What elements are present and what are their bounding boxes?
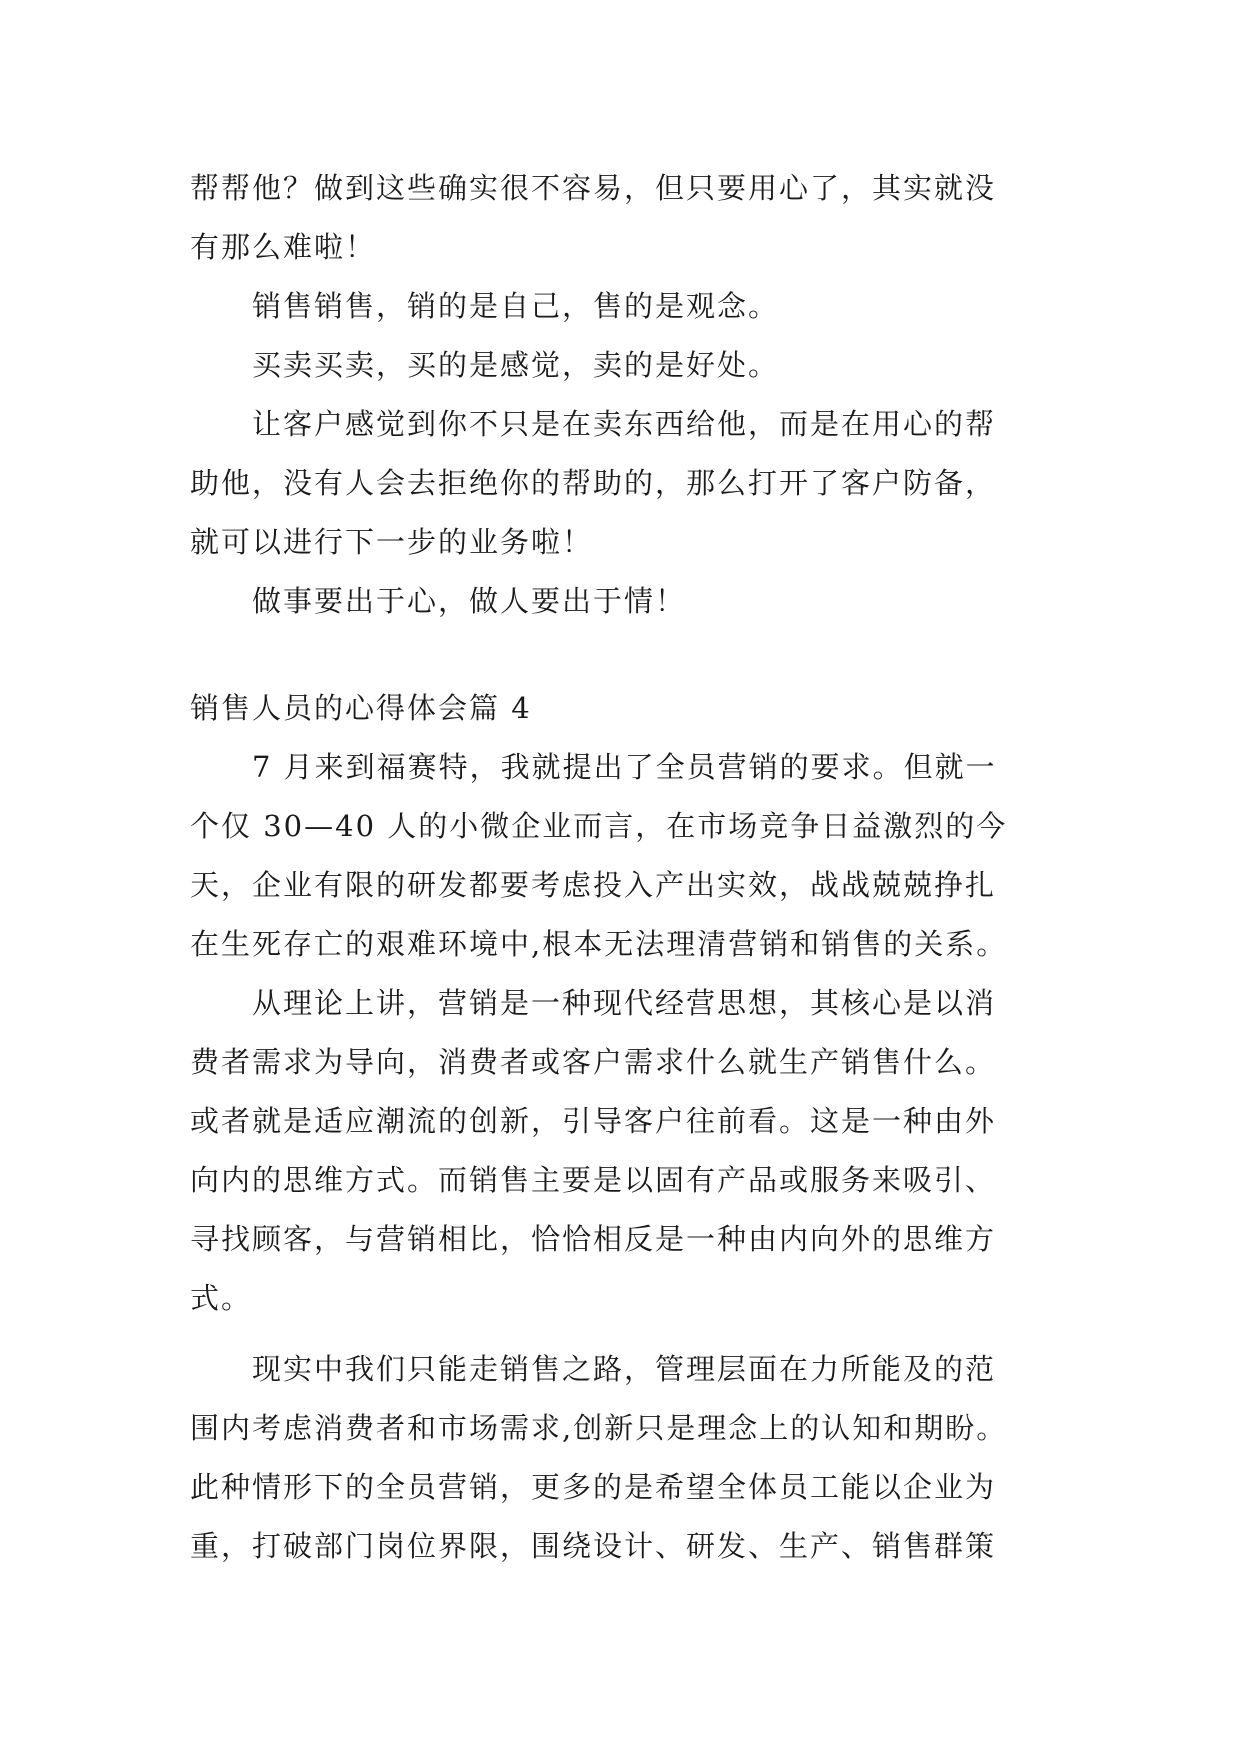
text-line: 让客户感觉到你不只是在卖东西给他，而是在用心的帮 bbox=[252, 407, 997, 441]
text-line: 重，打破部门岗位界限，围绕设计、研发、生产、销售群策 bbox=[190, 1529, 997, 1563]
text-line: 就可以进行下一步的业务啦！ bbox=[190, 525, 594, 559]
text-line: 现实中我们只能走销售之路，管理层面在力所能及的范 bbox=[252, 1352, 997, 1386]
text-line: 寻找顾客，与营销相比，恰恰相反是一种由内向外的思维方 bbox=[190, 1222, 997, 1256]
text-line: 在生死存亡的艰难环境中,根本无法理清营销和销售的关系。 bbox=[190, 927, 1008, 961]
paragraph bbox=[190, 974, 1070, 1328]
text-line: 此种情形下的全员营销，更多的是希望全体员工能以企业为 bbox=[190, 1470, 997, 1504]
section-heading: 销售人员的心得体会篇 4 bbox=[190, 691, 532, 725]
paragraph bbox=[190, 738, 1070, 974]
text-line: 销售销售，销的是自己，售的是观念。 bbox=[252, 289, 780, 323]
text-line: 助他，没有人会去拒绝你的帮助的，那么打开了客户防备， bbox=[190, 466, 997, 500]
text-line: 有那么难啦！ bbox=[190, 230, 377, 264]
top-section bbox=[190, 159, 1070, 631]
text-line: 天，企业有限的研发都要考虑投入产出实效，战战兢兢挣扎 bbox=[190, 868, 997, 902]
text-line: 费者需求为导向，消费者或客户需求什么就生产销售什么。 bbox=[190, 1045, 997, 1079]
text-line: 式。 bbox=[190, 1281, 253, 1315]
text-line: 7 月来到福赛特，我就提出了全员营销的要求。但就一 bbox=[252, 750, 997, 784]
text-line: 帮帮他？做到这些确实很不容易，但只要用心了，其实就没 bbox=[190, 171, 997, 205]
text-line: 或者就是适应潮流的创新，引导客户往前看。这是一种由外 bbox=[190, 1104, 997, 1138]
text-line: 从理论上讲，营销是一种现代经营思想，其核心是以消 bbox=[252, 986, 997, 1020]
text-line: 个仅 30—40 人的小微企业而言，在市场竞争日益激烈的今 bbox=[190, 809, 1008, 843]
paragraph bbox=[190, 395, 1070, 572]
paragraph bbox=[190, 572, 1070, 631]
bottom-section bbox=[190, 738, 1070, 1576]
paragraph bbox=[190, 277, 1070, 336]
text-line: 买卖买卖，买的是感觉，卖的是好处。 bbox=[252, 348, 780, 382]
text-line: 做事要出于心，做人要出于情！ bbox=[252, 584, 687, 618]
text-line: 围内考虑消费者和市场需求,创新只是理念上的认知和期盼。 bbox=[190, 1411, 1008, 1445]
paragraph bbox=[190, 336, 1070, 395]
paragraph bbox=[190, 1340, 1070, 1576]
paragraph bbox=[190, 159, 1070, 277]
text-line: 向内的思维方式。而销售主要是以固有产品或服务来吸引、 bbox=[190, 1163, 997, 1197]
